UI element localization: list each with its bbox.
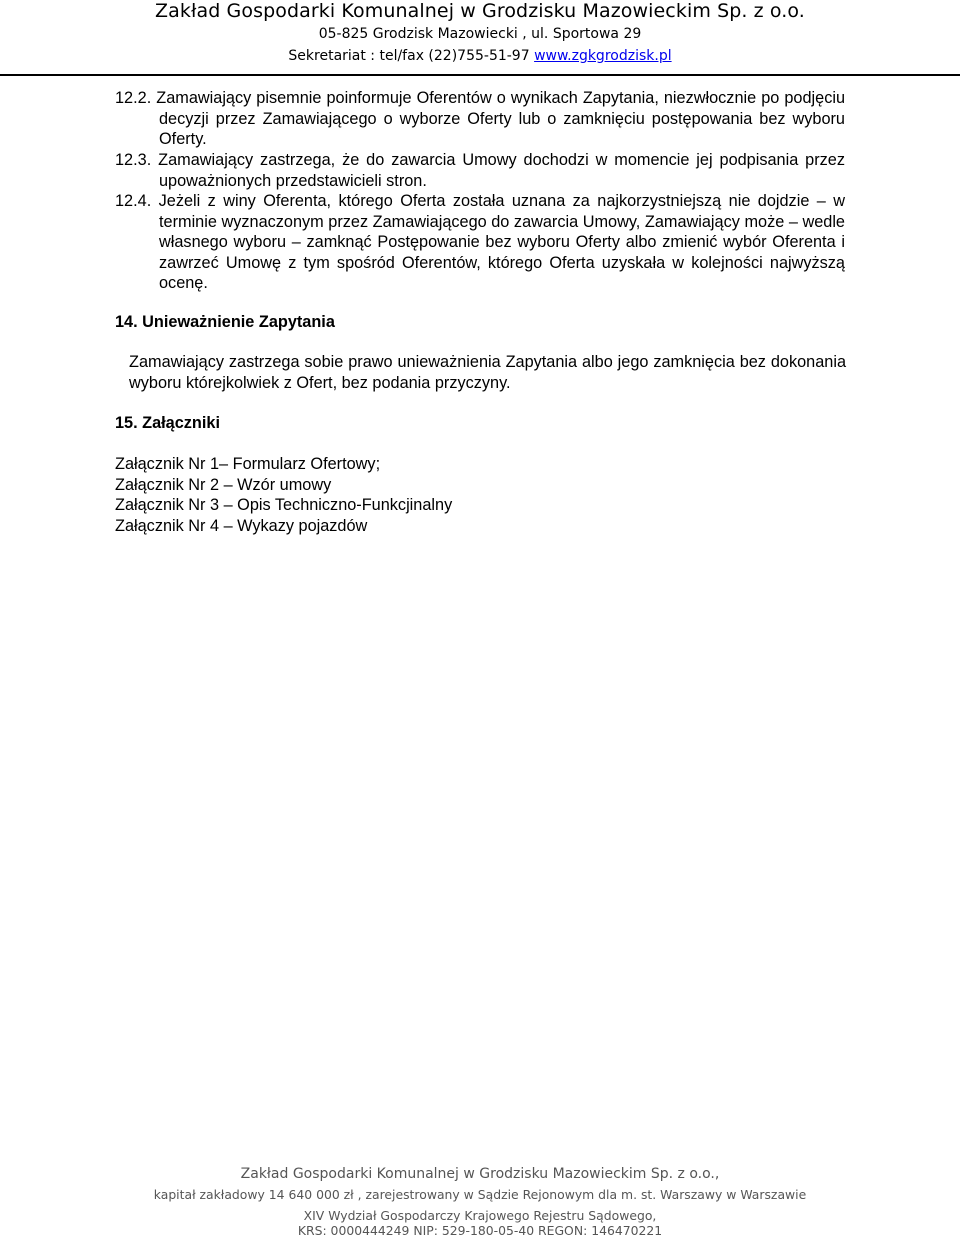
paragraph-text: Jeżeli z winy Oferenta, którego Oferta została uznana za najkorzystniejszą nie dojdzie – w terminie wyznaczonym przez Zamawiającego do zawarcia Umowy, Zamawiający może – wedle własnego wyboru – zamknąć Postępowanie bez wyboru Oferty albo zmienić wybór Oferenta i zawrzeć Umowę z tym spośród Oferentów, którego Oferta uzyskała w kolejności najwyższą ocenę. [158,192,845,293]
website-link[interactable]: www.zgkgrodzisk.pl [534,48,672,64]
paragraph-12-2 [115,88,845,150]
paragraph-12-3 [115,150,845,191]
paragraph-12-4 [115,191,845,294]
section-heading-15: 15. Załączniki [115,414,220,432]
attachment-item: Załącznik Nr 3 – Opis Techniczno-Funkcjinalny [115,496,453,515]
company-contact [0,47,960,65]
footer-capital: kapitał zakładowy 14 640 000 zł , zarejestrowany w Sądzie Rejonowym dla m. st. Warszawy w Warszawie [153,1187,807,1202]
paragraph-number: 12.3. [115,151,152,169]
paragraph-number: 12.2. [115,89,152,107]
section-14-text: Zamawiający zastrzega sobie prawo unieważnienia Zapytania albo jego zamknięcia bez dokonania wyboru którejkolwiek z Ofert, bez podania przyczyny. [129,353,846,392]
attachment-item: Załącznik Nr 2 – Wzór umowy [115,475,332,494]
attachments-list [115,454,452,536]
footer-ids: KRS: 0000444249 NIP: 529-180-05-40 REGON: 146470221 [297,1223,663,1238]
footer-register: XIV Wydział Gospodarczy Krajowego Rejestru Sądowego, [303,1208,657,1223]
header-divider [0,74,960,76]
company-name: Zakład Gospodarki Komunalnej w Grodzisku Mazowieckim Sp. z o.o. [155,0,805,22]
contact-phone: Sekretariat : tel/fax (22)755-51-97 [288,48,535,64]
paragraph-text: Zamawiający pisemnie poinformuje Oferentów o wynikach Zapytania, niezwłocznie po podjęciu decyzji przez Zamawiającego o wyborze Oferty lub o zamknięciu postępowania bez wyboru Oferty. [156,89,846,149]
company-address: 05-825 Grodzisk Mazowiecki , ul. Sportowa 29 [318,26,642,42]
attachment-item: Załącznik Nr 1– Formularz Ofertowy; [115,455,381,473]
paragraph-text: Zamawiający zastrzega, że do zawarcia Umowy dochodzi w momencie jej podpisania przez upoważnionych przedstawicieli stron. [158,151,845,190]
paragraph-number: 12.4. [115,192,152,210]
attachment-item: Załącznik Nr 4 – Wykazy pojazdów [115,516,368,535]
footer-company: Zakład Gospodarki Komunalnej w Grodzisku Mazowieckim Sp. z o.o., [240,1166,720,1182]
section-heading-14: 14. Unieważnienie Zapytania [115,313,335,331]
